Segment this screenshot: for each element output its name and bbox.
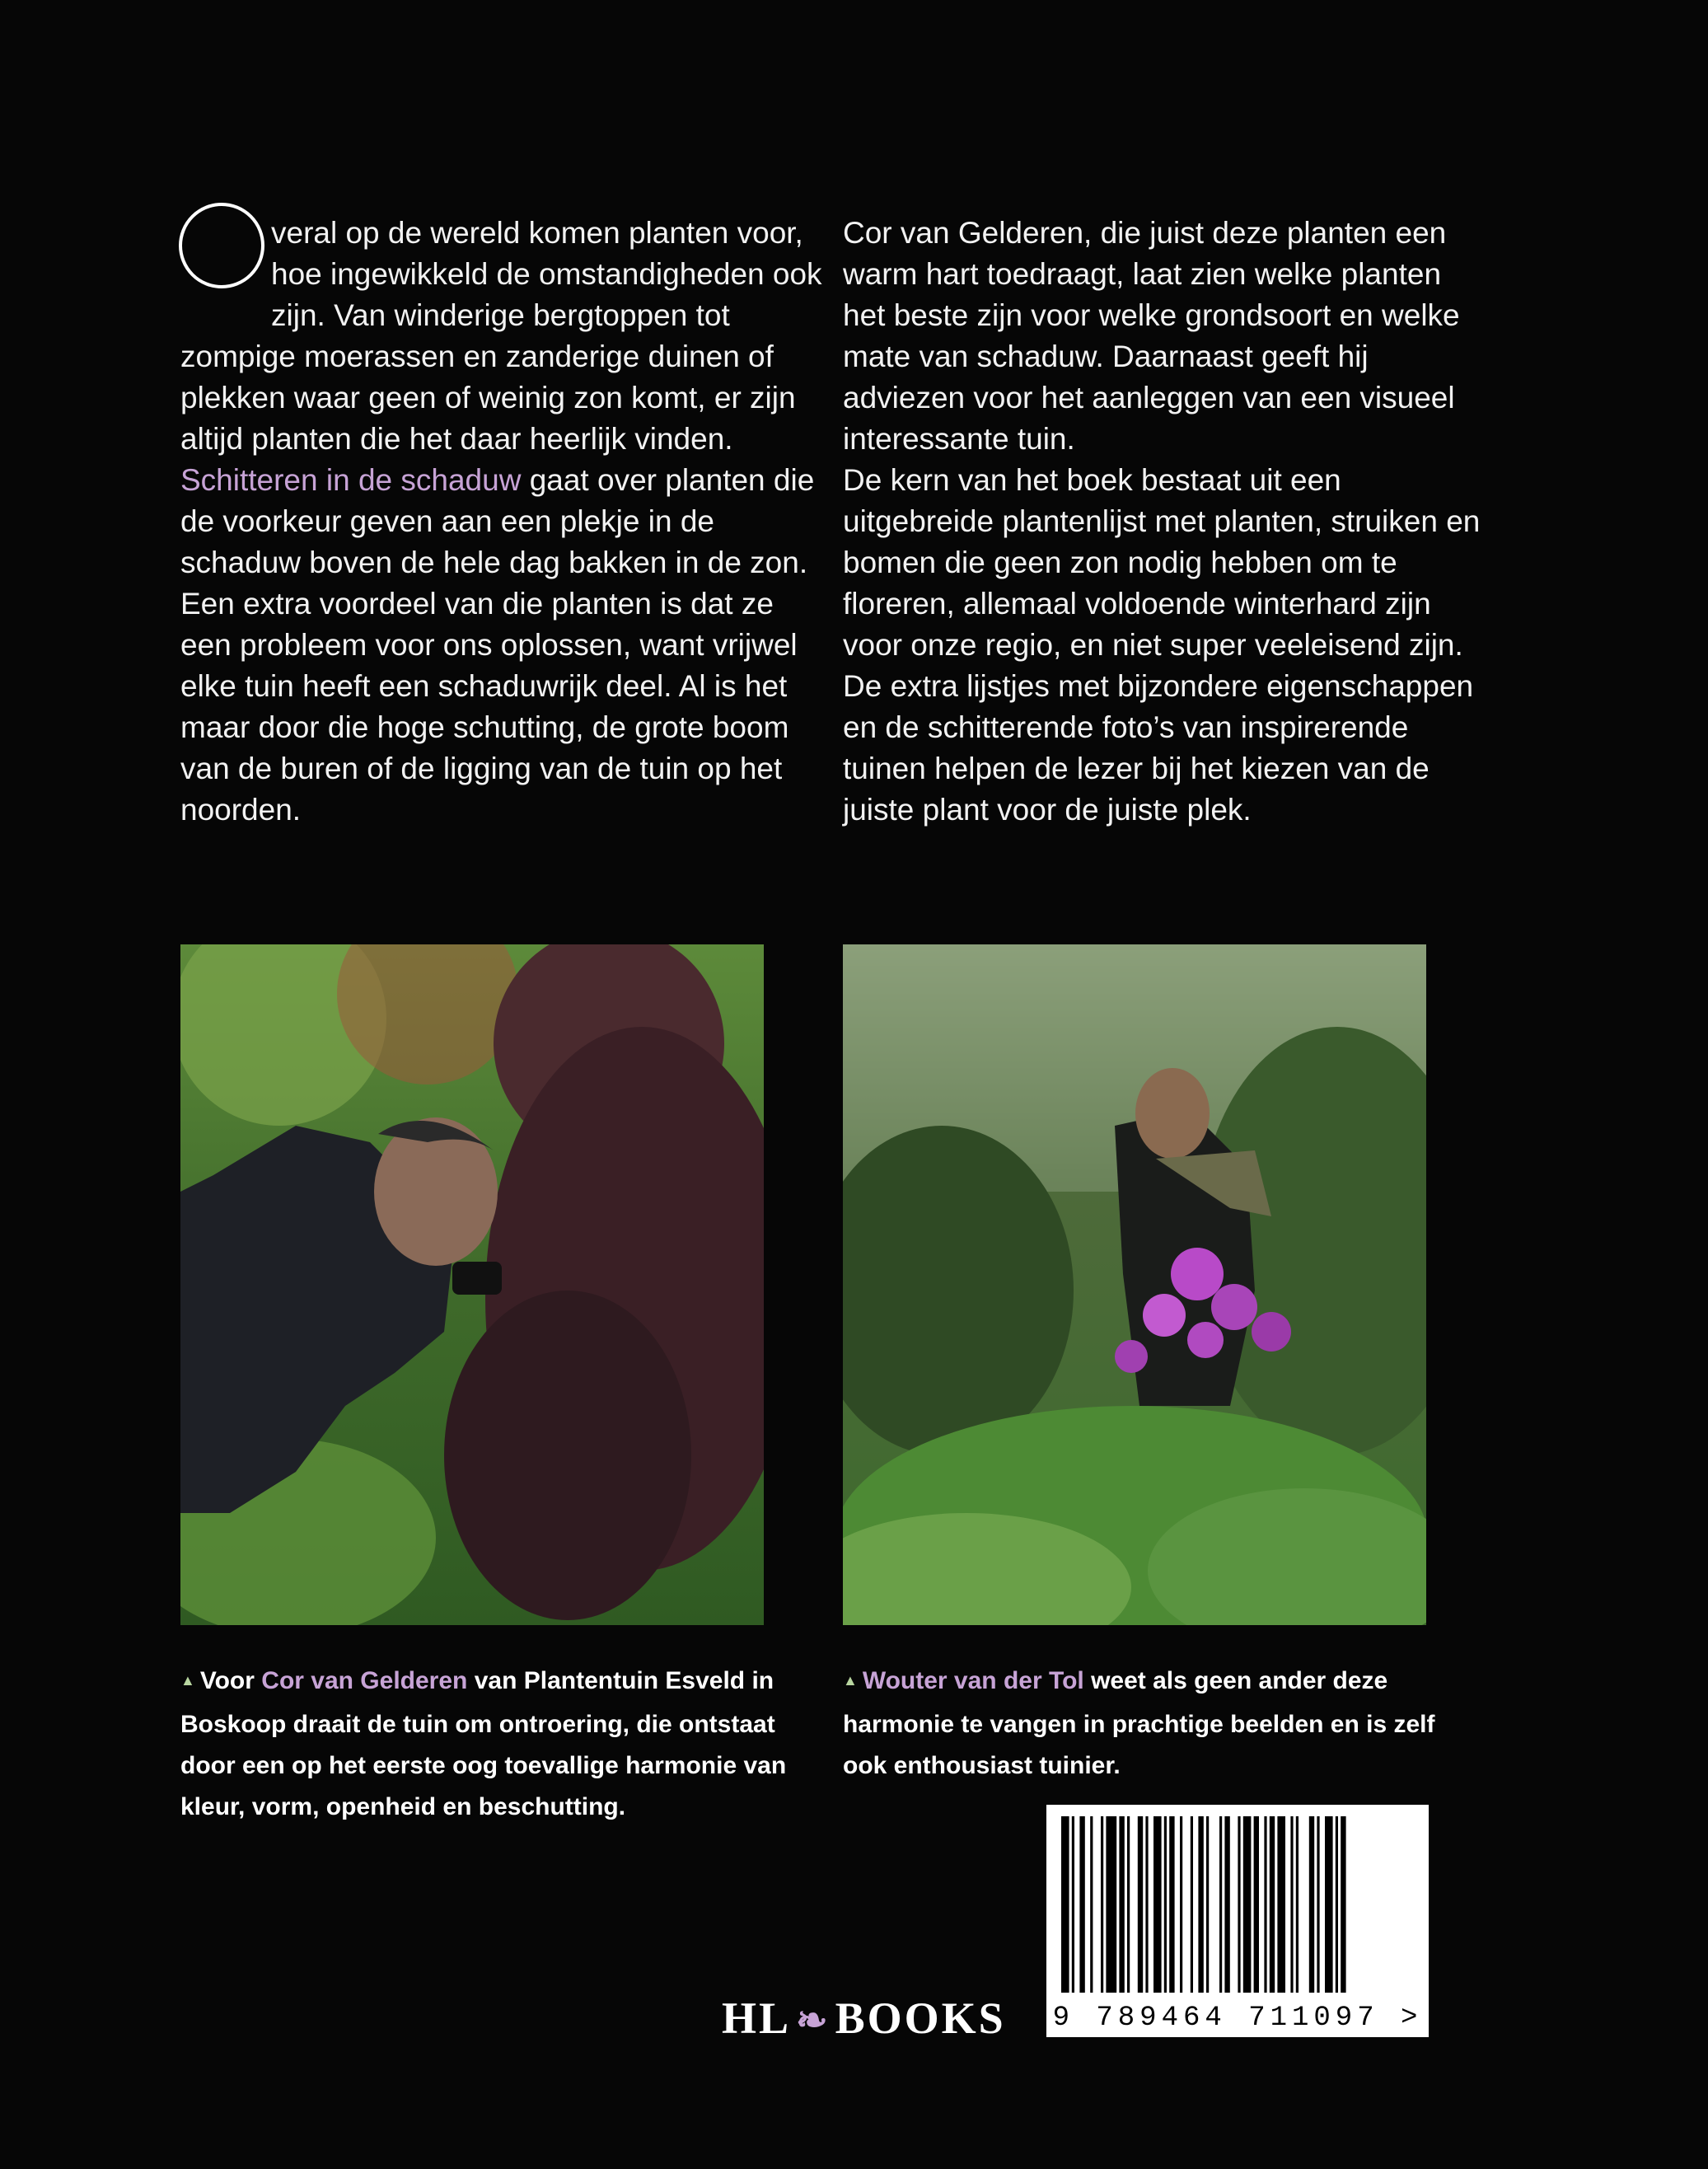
barcode-bar <box>1341 1816 1345 1993</box>
caption-left-prefix: Voor <box>199 1667 262 1694</box>
barcode-bar <box>1090 1816 1093 1993</box>
barcode-bar <box>1061 1816 1069 1993</box>
barcode-bar <box>1119 1816 1124 1993</box>
triangle-marker-icon: ▲ <box>180 1672 195 1689</box>
description-column <box>843 213 1486 831</box>
barcode-bar <box>1290 1816 1293 1993</box>
barcode-bars <box>1061 1816 1414 1993</box>
barcode-bar <box>1243 1816 1252 1993</box>
logo-books-text: BOOKS <box>835 1993 1006 2043</box>
barcode-bar <box>1153 1816 1162 1993</box>
logo-hl-text: HL <box>722 1993 792 2043</box>
barcode-bar <box>1270 1816 1275 1993</box>
book-title-highlight: Schitteren in de schaduw <box>180 463 522 497</box>
intro-text-start: veral op de wereld komen planten voor, hoe ingewikkeld de omstandigheden ook zijn. Van winderige bergtoppen tot zompige moerassen en zanderige duinen of plekken waar geen of weinig zon komt, er zijn altijd planten die het daar heerlijk vinden. <box>180 216 822 456</box>
caption-right-name: Wouter van der Tol <box>862 1667 1084 1694</box>
caption-left-text: van Plantentuin Esveld in Boskoop draait de tuin om ontroering, die ontstaat door een op het eerste oog toevallige harmonie van kleur, vorm, openheid en beschutting. <box>180 1667 787 1820</box>
barcode-bar <box>1198 1816 1203 1993</box>
barcode-bar <box>1072 1816 1074 1993</box>
barcode-bar <box>1145 1816 1148 1993</box>
description-paragraph-2: De kern van het boek bestaat uit een uitgebreide plantenlijst met planten, struiken en bomen die geen zon nodig hebben om te floreren, allemaal voldoende winterhard zijn voor onze regio, en niet super veeleisend zijn. <box>843 463 1481 662</box>
barcode-bar <box>1325 1816 1333 1993</box>
triangle-marker-icon: ▲ <box>843 1672 858 1689</box>
barcode-bar <box>1254 1816 1259 1993</box>
isbn-barcode <box>1046 1805 1429 2037</box>
barcode-bar <box>1191 1816 1193 1993</box>
barcode-bar <box>1224 1816 1229 1993</box>
description-paragraph-1: Cor van Gelderen, die juist deze planten een warm hart toedraagt, laat zien welke planten het beste zijn voor welke grondsoort en welke mate van schaduw. Daarnaast geeft hij adviezen voor het aanleggen van een visueel interessante tuin. <box>843 216 1460 456</box>
barcode-bar <box>1127 1816 1130 1993</box>
barcode-bar <box>1309 1816 1314 1993</box>
barcode-bar <box>1277 1816 1285 1993</box>
dropcap-o-circle <box>179 203 264 288</box>
barcode-bar <box>1164 1816 1167 1993</box>
caption-left <box>180 1661 807 1828</box>
barcode-bar <box>1206 1816 1209 1993</box>
barcode-bar <box>1101 1816 1103 1993</box>
photo-wouter-van-der-tol <box>843 944 1426 1625</box>
caption-right-text: weet als geen ander deze harmonie te vangen in prachtige beelden en is zelf ook enthousiast tuinier. <box>843 1667 1435 1779</box>
intro-text-rest: gaat over planten die de voorkeur geven aan een plekje in de schaduw boven de hele dag bakken in de zon. Een extra voordeel van die planten is dat ze een probleem voor ons oplossen, want vrijwel elke tuin heeft een schaduwrijk deel. Al is het maar door die hoge schutting, de grote boom van de buren of de ligging van de tuin op het noorden. <box>180 463 815 827</box>
barcode-bar <box>1296 1816 1299 1993</box>
barcode-bar <box>1138 1816 1143 1993</box>
isbn-number: 9 789464 711097 > <box>1052 2003 1423 2034</box>
intro-column <box>180 213 823 831</box>
barcode-bar <box>1238 1816 1240 1993</box>
barcode-bar <box>1219 1816 1222 1993</box>
barcode-bar <box>1264 1816 1266 1993</box>
photo-cor-van-gelderen <box>180 944 764 1625</box>
barcode-bar <box>1079 1816 1084 1993</box>
barcode-bar <box>1317 1816 1319 1993</box>
leaf-icon: ❧ <box>796 1999 831 2041</box>
barcode-bar <box>1169 1816 1174 1993</box>
barcode-bar <box>1336 1816 1338 1993</box>
intro-paragraph <box>180 213 823 831</box>
barcode-bar <box>1106 1816 1116 1993</box>
description-paragraph-3: De extra lijstjes met bijzondere eigenschappen en de schitterende foto’s van inspirerende tuinen helpen de lezer bij het kiezen van de juiste plant voor de juiste plek. <box>843 669 1474 827</box>
caption-right <box>843 1661 1436 1787</box>
publisher-logo <box>722 1993 1006 2042</box>
barcode-bar <box>1180 1816 1182 1993</box>
caption-left-name: Cor van Gelderen <box>261 1667 468 1694</box>
